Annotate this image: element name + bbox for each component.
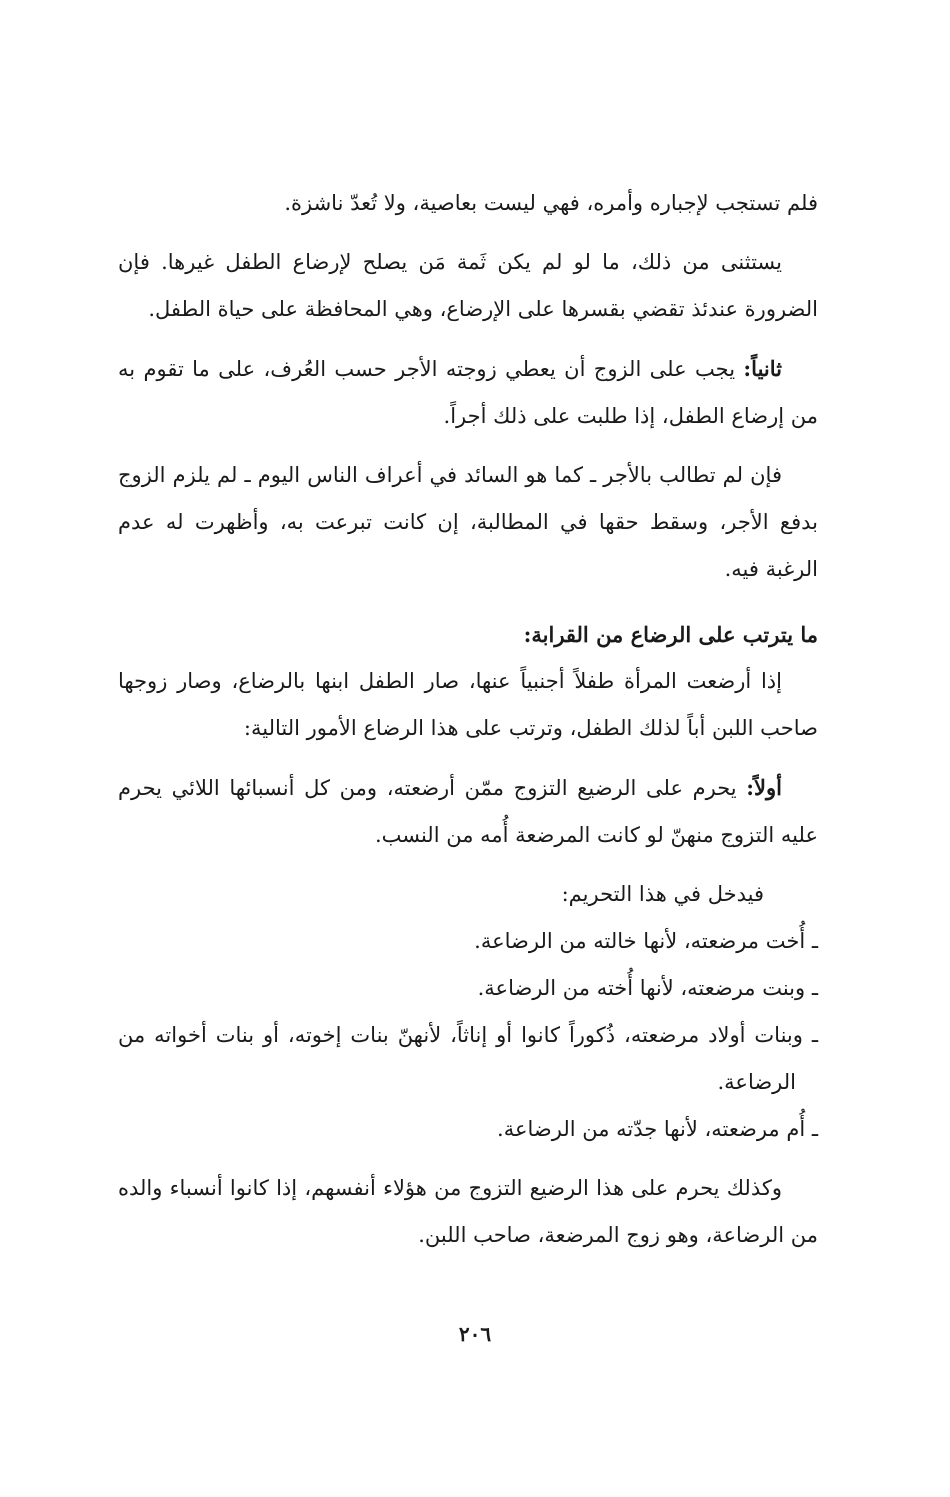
paragraph-3-lead: ثانياً: [743,356,782,381]
page-number: ٢٠٦ [458,1322,492,1346]
paragraph-6 [118,764,818,859]
paragraph-5: إذا أرضعت المرأة طفلاً أجنبياً عنها، صار الطفل ابنها بالرضاع، وصار زوجها صاحب اللبن أباً لذلك الطفل، وترتب على هذا الرضاع الأمور التالية: [118,669,818,740]
section-heading: ما يترتب على الرضاع من القرابة: [523,622,818,647]
list-item: ـ أُم مرضعته، لأنها جدّته من الرضاعة. [497,1117,818,1141]
paragraph-2: يستثنى من ذلك، ما لو لم يكن ثَمة مَن يصلح لإرضاع الطفل غيرها. فإن الضرورة عندئذ تقضي بقسرها على الإرضاع، وهي المحافظة على حياة الطفل. [118,250,818,321]
paragraph-6-text: يحرم على الرضيع التزوج ممّن أرضعته، ومن كل أنسبائها اللائي يحرم عليه التزوج منهنّ لو كانت المرضعة أُمه من النسب. [118,776,818,847]
paragraph-3-text: يجب على الزوج أن يعطي زوجته الأجر حسب العُرف، على ما تقوم به من إرضاع الطفل، إذا طلبت على ذلك أجراً. [118,357,818,428]
paragraph-8: وكذلك يحرم على هذا الرضيع التزوج من هؤلاء أنفسهم، إذا كانوا أنسباء والده من الرضاعة، وهو زوج المرضعة، صاحب اللبن. [118,1176,818,1247]
paragraph-4: فإن لم تطالب بالأجر ـ كما هو السائد في أعراف الناس اليوم ـ لم يلزم الزوج بدفع الأجر، وسقط حقها في المطالبة، إن كانت تبرعت به، وأظهرت له عدم الرغبة فيه. [118,463,818,581]
list-item: ـ وبنات أولاد مرضعته، ذُكوراً كانوا أو إناثاً، لأنهنّ بنات إخوته، أو بنات أخواته من الرضاعة. [118,1023,818,1094]
paragraph-6-lead: أولاً: [746,775,782,800]
page-body [118,180,818,1259]
prohibition-list [118,918,818,1153]
paragraph-3 [118,345,818,440]
list-item: ـ أُخت مرضعته، لأنها خالته من الرضاعة. [474,929,818,953]
paragraph-7: فيدخل في هذا التحريم: [561,882,764,906]
paragraph-1: فلم تستجب لإجباره وأمره، فهي ليست بعاصية، ولا تُعدّ ناشزة. [284,191,818,215]
list-item: ـ وبنت مرضعته، لأنها أُخته من الرضاعة. [477,976,818,1000]
